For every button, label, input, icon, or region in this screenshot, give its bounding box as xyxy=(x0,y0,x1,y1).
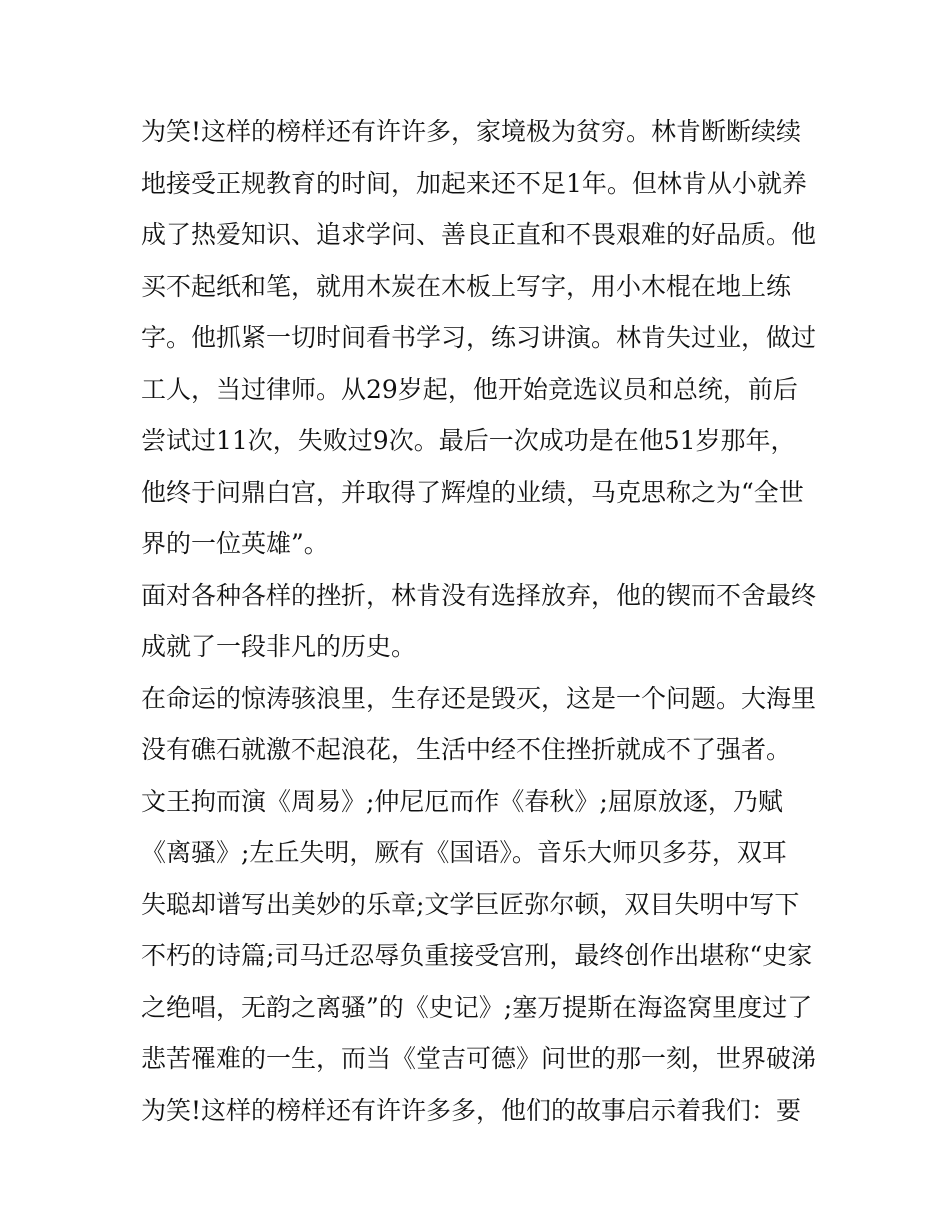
text-line: 他终于问鼎白宫，并取得了辉煌的业绩，马克思称之为“全世 xyxy=(141,477,804,507)
text-line: 成了热爱知识、追求学问、善良正直和不畏艰难的好品质。他 xyxy=(141,220,817,249)
text-line: 在命运的惊涛骇浪里，生存还是毁灭，这是一个问题。大海里 xyxy=(141,683,817,713)
text-line: 地接受正规教育的时间，加起来还不足1年。但林肯从小就养 xyxy=(141,168,807,198)
text-line: 工人，当过律师。从29岁起，他开始竞选议员和总统，前后 xyxy=(141,374,798,404)
text-line: 不朽的诗篇;司马迁忍辱负重接受宫刑，最终创作出堪称“史家 xyxy=(141,941,813,970)
text-line: 尝试过11次，失败过9次。最后一次成功是在他51岁那年， xyxy=(141,426,796,455)
text-line: 失聪却谱写出美妙的乐章;文学巨匠弥尔顿，双目失明中写下 xyxy=(141,889,800,919)
text-line: 文王拘而演《周易》;仲尼厄而作《春秋》;屈原放逐，乃赋 xyxy=(141,786,783,816)
text-line: 成就了一段非凡的历史。 xyxy=(141,632,417,661)
text-line: 为笑!这样的榜样还有许许多，家境极为贫穷。林肯断断续续 xyxy=(141,117,802,146)
text-line: 《离骚》;左丘失明，厥有《国语》。音乐大师贝多芬，双耳 xyxy=(141,838,787,867)
text-line: 悲苦罹难的一生，而当《堂吉可德》问世的那一刻，世界破涕 xyxy=(141,1044,817,1073)
text-line: 之绝唱，无韵之离骚”的《史记》;塞万提斯在海盗窝里度过了 xyxy=(141,992,813,1022)
text-line: 没有礁石就激不起浪花，生活中经不住挫折就成不了强者。 xyxy=(141,735,792,764)
text-line: 买不起纸和笔，就用木炭在木板上写字，用小木棍在地上练 xyxy=(141,271,792,301)
text-line: 面对各种各样的挫折，林肯没有选择放弃，他的锲而不舍最终 xyxy=(141,580,817,610)
text-line: 字。他抓紧一切时间看书学习，练习讲演。林肯失过业，做过 xyxy=(141,323,817,352)
text-line: 为笑!这样的榜样还有许许多多，他们的故事启示着我们：要 xyxy=(141,1095,802,1125)
text-line: 界的一位英雄”。 xyxy=(141,529,329,558)
body-text xyxy=(141,106,821,1136)
